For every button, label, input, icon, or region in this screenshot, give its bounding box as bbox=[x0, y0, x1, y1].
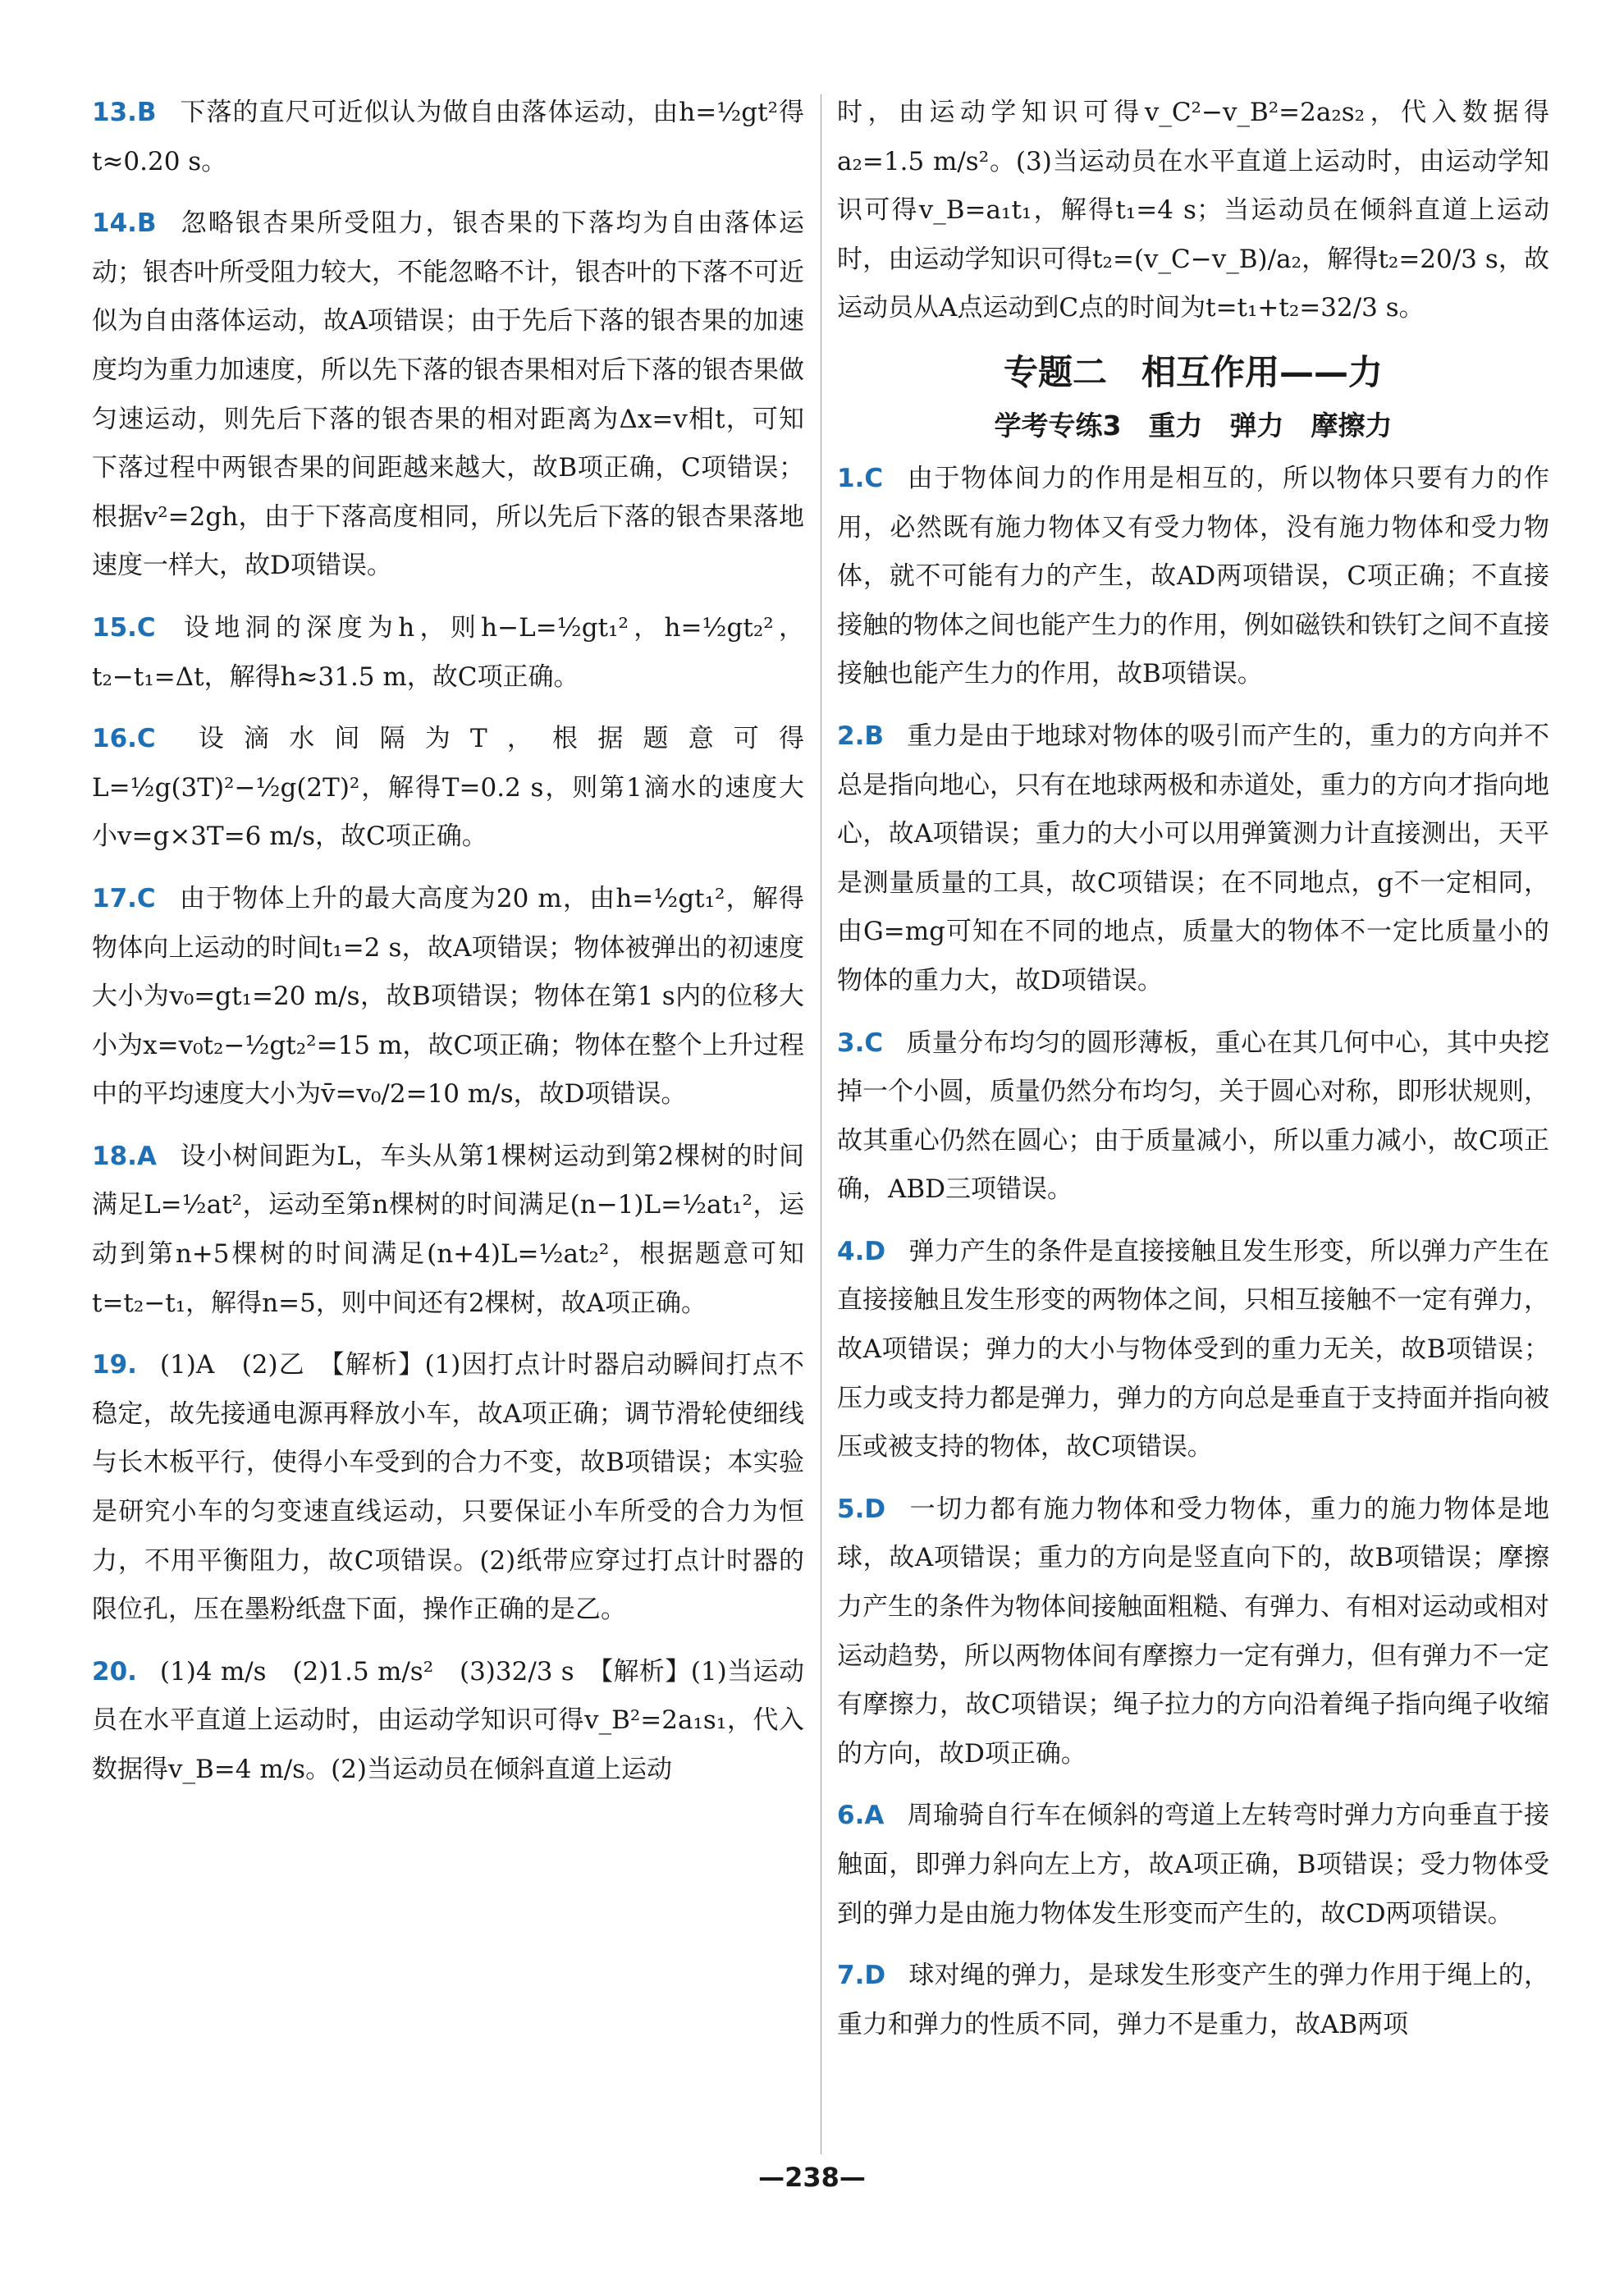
answer-item-14 bbox=[92, 199, 804, 591]
answer-number: 1.C bbox=[837, 463, 884, 493]
answer-item-20 bbox=[92, 1648, 804, 1795]
answer-item-13 bbox=[92, 89, 804, 186]
answer-item-19 bbox=[92, 1341, 804, 1635]
answer-item-3 bbox=[837, 1019, 1549, 1215]
answer-number: 7.D bbox=[837, 1961, 886, 1991]
answer-item-17 bbox=[92, 875, 804, 1119]
section-title: 专题二 相互作用——力 bbox=[1003, 351, 1383, 392]
answer-number: 13.B bbox=[92, 98, 157, 127]
answer-number: 20. bbox=[92, 1656, 137, 1687]
answer-number: 16.C bbox=[92, 724, 156, 754]
page-number: —238— bbox=[758, 2162, 866, 2193]
answer-number: 5.D bbox=[837, 1494, 886, 1524]
answer-number: 15.C bbox=[92, 612, 156, 643]
answer-explanation: 设滴水间隔为T，根据题意可得L=½g(3T)²−½g(2T)²，解得T=0.2 s，则第1滴水的速度大小v=g×3T=6 m/s，故C项正确。 bbox=[92, 724, 804, 852]
answer-number: 14.B bbox=[92, 208, 157, 239]
answer-explanation: 球对绳的弹力，是球发生形变产生的弹力作用于绳上的，重力和弹力的性质不同，弹力不是重力，故AB两项 bbox=[837, 1961, 1549, 2039]
answer-explanation: 由于物体上升的最大高度为20 m，由h=½gt₁²，解得物体向上运动的时间t₁=2 s，故A项错误；物体被弹出的初速度大小为v₀=gt₁=20 m/s，故B项错误；物体在第1 s内的位移大小为x=v₀t₂−½gt₂²=15 m，故C项正确；物体在整个上升过程中的平均速度大小为v̄=v₀/2=10 m/s，故D项错误。 bbox=[92, 883, 804, 1110]
answer-item-18 bbox=[92, 1133, 804, 1328]
answer-explanation: 下落的直尺可近似认为做自由落体运动，由h=½gt²得t≈0.20 s。 bbox=[92, 98, 804, 176]
left-column bbox=[92, 89, 804, 1808]
answer-item-1 bbox=[837, 455, 1549, 699]
answer-number: 6.A bbox=[837, 1801, 885, 1831]
answer-number: 2.B bbox=[837, 721, 884, 751]
answer-item-16 bbox=[92, 715, 804, 862]
answer-explanation: 忽略银杏果所受阻力，银杏果的下落均为自由落体运动；银杏叶所受阻力较大，不能忽略不计，银杏叶的下落不可近似为自由落体运动，故A项错误；由于先后下落的银杏果的加速度均为重力加速度，所以先下落的银杏果相对后下落的银杏果做匀速运动，则先后下落的银杏果的相对距离为Δx=v相t，可知下落过程中两银杏果的间距越来越大，故B项正确，C项错误；根据v²=2gh，由于下落高度相同，所以先后下落的银杏果落地速度一样大，故D项错误。 bbox=[92, 208, 804, 581]
answer-number: 4.D bbox=[837, 1236, 886, 1266]
answer-item-7 bbox=[837, 1952, 1549, 2049]
answer-explanation: 质量分布均匀的圆形薄板，重心在其几何中心，其中央挖掉一个小圆，质量仍然分布均匀，关于圆心对称，即形状规则，故其重心仍然在圆心；由于质量减小，所以重力减小，故C项正确，ABD三项错误。 bbox=[837, 1028, 1549, 1205]
answer-number: 19. bbox=[92, 1350, 137, 1380]
answer-explanation: 重力是由于地球对物体的吸引而产生的，重力的方向并不总是指向地心，只有在地球两极和赤道处，重力的方向才指向地心，故A项错误；重力的大小可以用弹簧测力计直接测出，天平是测量质量的工具，故C项错误；在不同地点，g不一定相同，由G=mg可知在不同的地点，质量大的物体不一定比质量小的物体的重力大，故D项错误。 bbox=[837, 721, 1549, 996]
answer-item-6 bbox=[837, 1792, 1549, 1938]
answer-item-2 bbox=[837, 712, 1549, 1006]
answer-number: 18.A bbox=[92, 1141, 157, 1171]
answer-item-4 bbox=[837, 1228, 1549, 1472]
answer-explanation: (1)4 m/s (2)1.5 m/s² (3)32/3 s 【解析】(1)当运动员在水平直道上运动时，由运动学知识可得v_B²=2a₁s₁，代入数据得v_B=4 m/s。(2)当运动员在倾斜直道上运动 bbox=[92, 1656, 804, 1784]
answer-explanation: 设小树间距为L，车头从第1棵树运动到第2棵树的时间满足L=½at²，运动至第n棵树的时间满足(n−1)L=½at₁²，运动到第n+5棵树的时间满足(n+4)L=½at₂²，根据题意可知t=t₂−t₁，解得n=5，则中间还有2棵树，故A项正确。 bbox=[92, 1141, 804, 1318]
answer-explanation: (1)A (2)乙 【解析】(1)因打点计时器启动瞬间打点不稳定，故先接通电源再释放小车，故A项正确；调节滑轮使细线与长木板平行，使得小车受到的合力不变，故B项错误；本实验是研究小车的匀变速直线运动，只要保证小车所受的合力为恒力，不用平衡阻力，故C项错误。(2)纸带应穿过打点计时器的限位孔，压在墨粉纸盘下面，操作正确的是乙。 bbox=[92, 1350, 804, 1625]
answer-explanation: 设地洞的深度为h，则h−L=½gt₁²，h=½gt₂²，t₂−t₁=Δt，解得h≈31.5 m，故C项正确。 bbox=[92, 612, 804, 692]
answer-item-5 bbox=[837, 1485, 1549, 1779]
right-column bbox=[837, 89, 1549, 2062]
answer-item-20-continuation: 时，由运动学知识可得v_C²−v_B²=2a₂s₂，代入数据得a₂=1.5 m/s²。(3)当运动员在水平直道上运动时，由运动学知识可得v_B=a₁t₁，解得t₁=4 s；当运动员在倾斜直道上运动时，由运动学知识可得t₂=(v_C−v_B)/a₂，解得t₂=20/3 s，故运动员从A点运动到C点的时间为t=t₁+t₂=32/3 s。 bbox=[837, 98, 1549, 323]
section-subtitle: 学考专练3 重力 弹力 摩擦力 bbox=[994, 409, 1393, 442]
answer-number: 17.C bbox=[92, 883, 156, 913]
answer-item-15 bbox=[92, 604, 804, 702]
answer-explanation: 由于物体间力的作用是相互的，所以物体只要有力的作用，必然既有施力物体又有受力物体，没有施力物体和受力物体，就不可能有力的产生，故AD两项错误，C项正确；不直接接触的物体之间也能产生力的作用，例如磁铁和铁钉之间不直接接触也能产生力的作用，故B项错误。 bbox=[837, 463, 1549, 689]
answer-explanation: 弹力产生的条件是直接接触且发生形变，所以弹力产生在直接接触且发生形变的两物体之间，只相互接触不一定有弹力，故A项错误；弹力的大小与物体受到的重力无关，故B项错误；压力或支持力都是弹力，弹力的方向总是垂直于支持面并指向被压或被支持的物体，故C项错误。 bbox=[837, 1236, 1549, 1462]
answer-number: 3.C bbox=[837, 1028, 884, 1058]
answer-explanation: 一切力都有施力物体和受力物体，重力的施力物体是地球，故A项错误；重力的方向是竖直向下的，故B项错误；摩擦力产生的条件为物体间接触面粗糙、有弹力、有相对运动或相对运动趋势，所以两物体间有摩擦力一定有弹力，但有弹力不一定有摩擦力，故C项错误；绳子拉力的方向沿着绳子指向绳子收缩的方向，故D项正确。 bbox=[837, 1494, 1549, 1769]
answer-explanation: 周瑜骑自行车在倾斜的弯道上左转弯时弹力方向垂直于接触面，即弹力斜向左上方，故A项正确，B项错误；受力物体受到的弹力是由施力物体发生形变而产生的，故CD两项错误。 bbox=[837, 1801, 1549, 1929]
